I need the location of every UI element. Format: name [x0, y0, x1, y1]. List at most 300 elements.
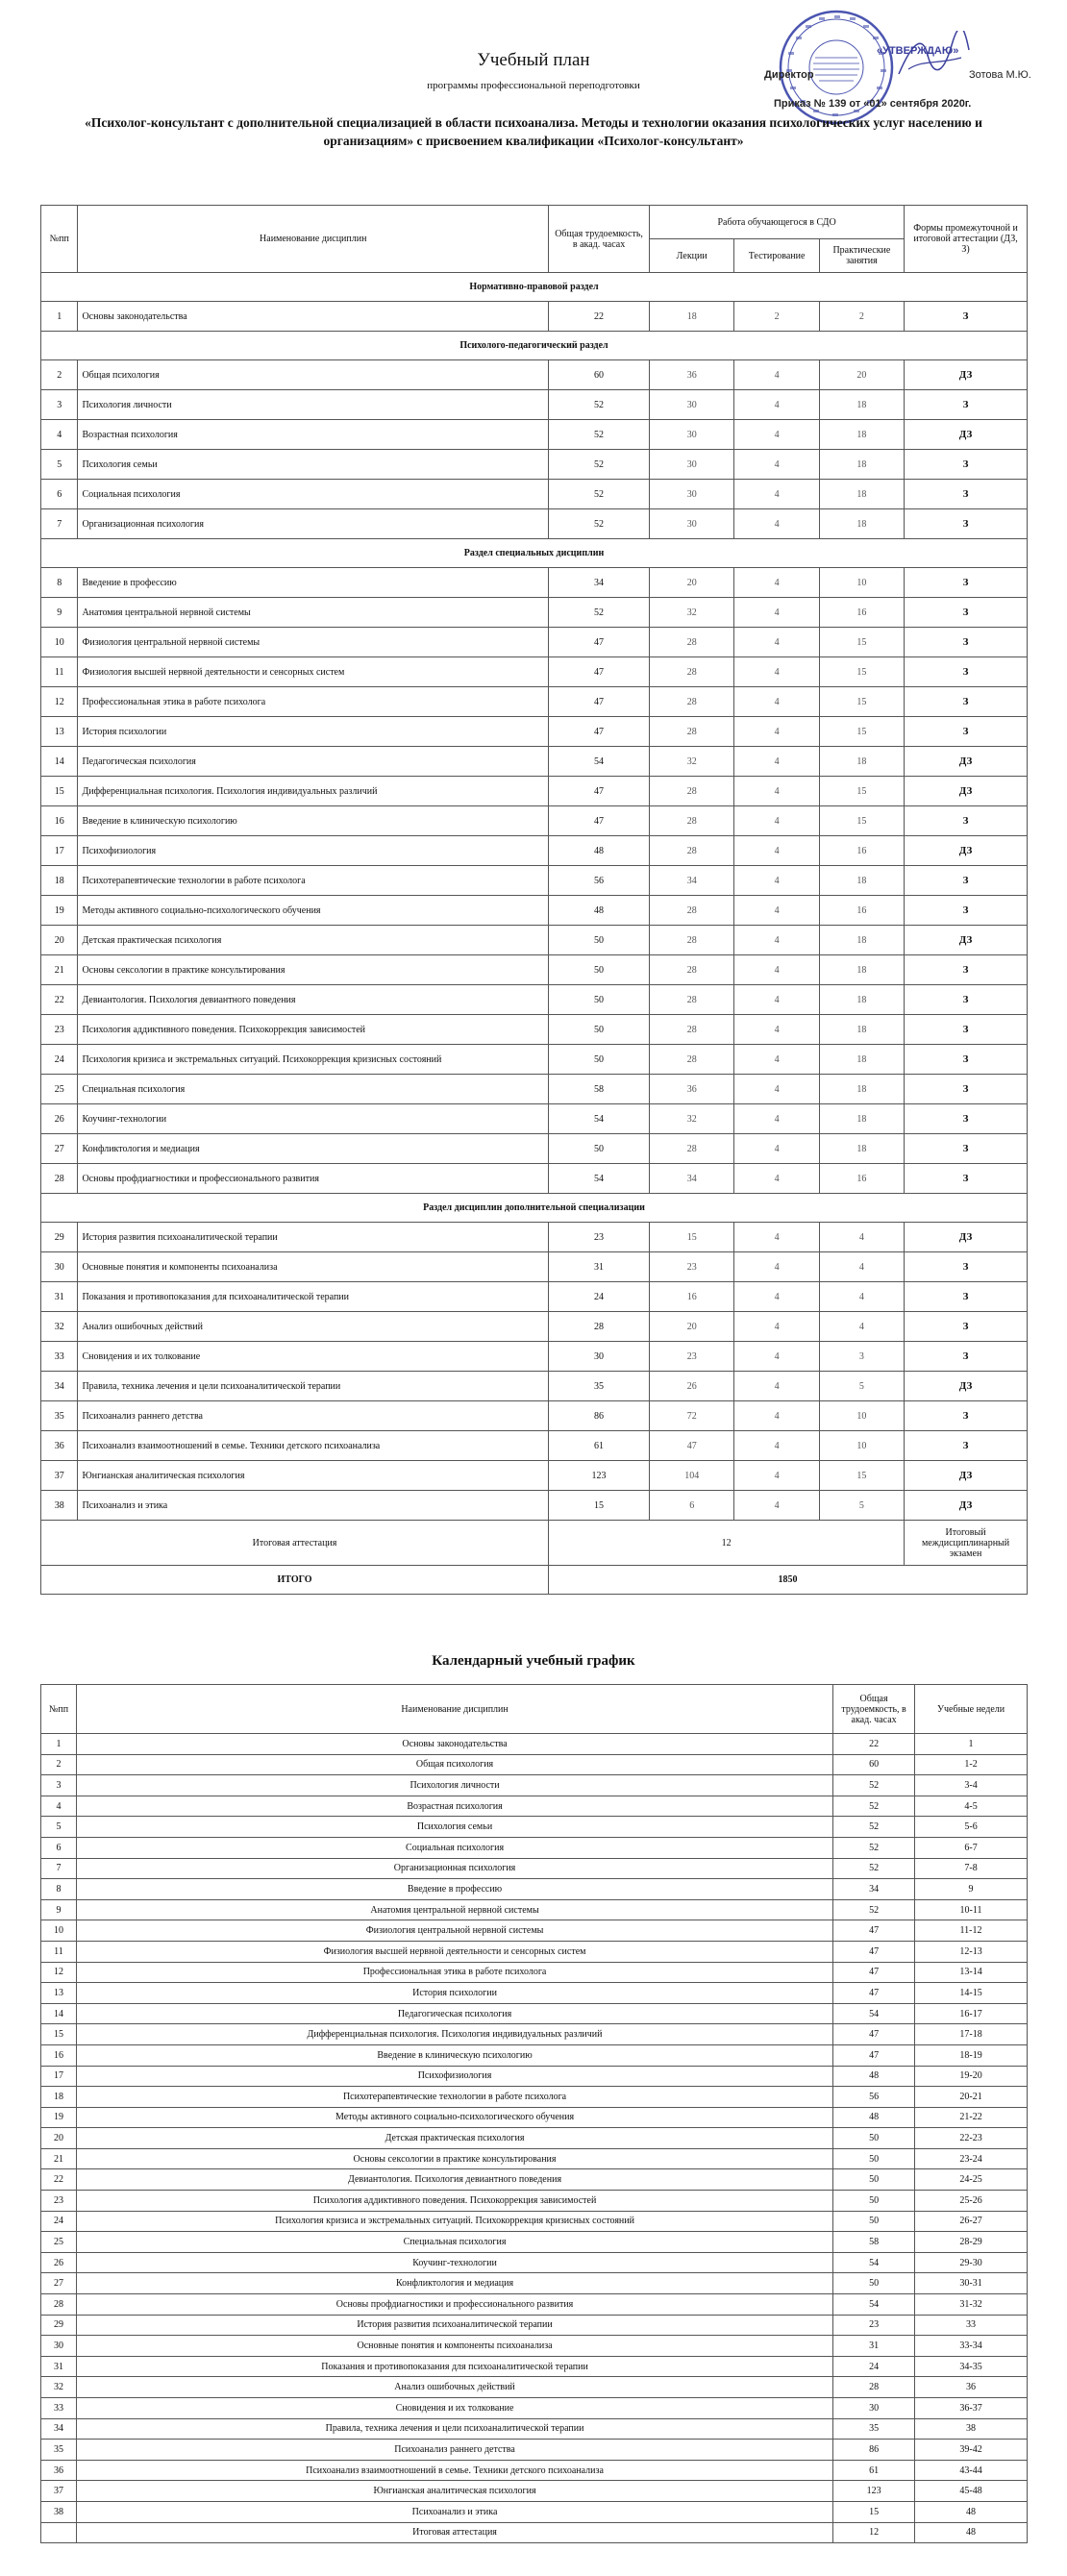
cal-weeks: 36-37: [915, 2398, 1028, 2419]
row-num: 6: [41, 480, 78, 509]
calendar-row: [41, 2481, 1028, 2502]
cal-total: 22: [833, 1734, 915, 1755]
row-practice: 18: [819, 480, 904, 509]
cal-name: Основы сексологии в практике консультирования: [76, 2148, 832, 2169]
cal-num: 8: [41, 1879, 77, 1900]
row-testing: 4: [734, 568, 819, 598]
row-testing: 4: [734, 806, 819, 836]
table-row: [41, 1252, 1028, 1282]
cal-total: 54: [833, 2252, 915, 2273]
cal-weeks: 28-29: [915, 2232, 1028, 2253]
row-form: ДЗ: [905, 360, 1028, 390]
row-name: Психофизиология: [78, 836, 549, 866]
row-testing: 4: [734, 866, 819, 896]
row-lectures: 15: [650, 1223, 734, 1252]
row-lectures: 28: [650, 985, 734, 1015]
row-testing: 4: [734, 1045, 819, 1075]
row-name: Основы законодательства: [78, 302, 549, 332]
row-form: З: [905, 985, 1028, 1015]
cal-total: 12: [833, 2522, 915, 2543]
row-form: З: [905, 806, 1028, 836]
cal-name: Психоанализ раннего детства: [76, 2440, 832, 2461]
cal-weeks: 29-30: [915, 2252, 1028, 2273]
row-total: 52: [549, 420, 650, 450]
final-form: Итоговый междисциплинарный экзамен: [905, 1521, 1028, 1566]
cal-name: Педагогическая психология: [76, 2003, 832, 2024]
row-testing: 4: [734, 450, 819, 480]
row-total: 54: [549, 1104, 650, 1134]
row-practice: 18: [819, 509, 904, 539]
cal-total: 24: [833, 2356, 915, 2377]
row-total: 35: [549, 1372, 650, 1401]
total-label: ИТОГО: [41, 1566, 549, 1595]
row-num: 16: [41, 806, 78, 836]
calendar-body: [41, 1734, 1028, 2543]
table-row: [41, 1372, 1028, 1401]
row-practice: 18: [819, 420, 904, 450]
row-testing: 4: [734, 390, 819, 420]
table-row: [41, 1045, 1028, 1075]
calendar-row: [41, 1734, 1028, 1755]
cal-num: 7: [41, 1858, 77, 1879]
row-form: З: [905, 1164, 1028, 1194]
cal-name: Коучинг-технологии: [76, 2252, 832, 2273]
row-name: Физиология высшей нервной деятельности и сенсорных систем: [78, 657, 549, 687]
row-lectures: 28: [650, 777, 734, 806]
row-total: 52: [549, 390, 650, 420]
cal-weeks: 9: [915, 1879, 1028, 1900]
cal-name: Основы профдиагностики и профессионального развития: [76, 2294, 832, 2316]
row-num: 9: [41, 598, 78, 628]
row-practice: 18: [819, 1104, 904, 1134]
cal-num: 26: [41, 2252, 77, 2273]
cal-weeks: 12-13: [915, 1941, 1028, 1962]
cal-num: 37: [41, 2481, 77, 2502]
row-num: 10: [41, 628, 78, 657]
table-row: [41, 806, 1028, 836]
row-name: Коучинг-технологии: [78, 1104, 549, 1134]
row-form: З: [905, 1282, 1028, 1312]
cal-total: 35: [833, 2418, 915, 2440]
cal-weeks: 16-17: [915, 2003, 1028, 2024]
table-row: [41, 717, 1028, 747]
row-num: 37: [41, 1461, 78, 1491]
cal-num: 35: [41, 2440, 77, 2461]
cal-total: 52: [833, 1775, 915, 1796]
cal-total: 50: [833, 2211, 915, 2232]
row-num: 35: [41, 1401, 78, 1431]
row-practice: 15: [819, 657, 904, 687]
cal-total: 47: [833, 1962, 915, 1983]
row-total: 23: [549, 1223, 650, 1252]
row-num: 17: [41, 836, 78, 866]
row-lectures: 16: [650, 1282, 734, 1312]
row-lectures: 28: [650, 1015, 734, 1045]
cal-name: Психофизиология: [76, 2066, 832, 2087]
cal-weeks: 19-20: [915, 2066, 1028, 2087]
row-lectures: 28: [650, 806, 734, 836]
row-practice: 16: [819, 598, 904, 628]
row-form: З: [905, 390, 1028, 420]
table-row: [41, 1075, 1028, 1104]
cal-total: 28: [833, 2377, 915, 2398]
row-form: З: [905, 1401, 1028, 1431]
cal-total: 34: [833, 1879, 915, 1900]
cal-name: Итоговая аттестация: [76, 2522, 832, 2543]
row-lectures: 72: [650, 1401, 734, 1431]
row-lectures: 26: [650, 1372, 734, 1401]
row-num: 2: [41, 360, 78, 390]
cal-total: 50: [833, 2273, 915, 2294]
section-row: [41, 332, 1028, 360]
cal-total: 48: [833, 2107, 915, 2128]
row-lectures: 28: [650, 896, 734, 926]
table-row: [41, 1223, 1028, 1252]
cal-name: Психотерапевтические технологии в работе психолога: [76, 2087, 832, 2108]
page-subtitle: программы профессиональной переподготовки: [427, 80, 640, 91]
row-lectures: 28: [650, 926, 734, 955]
row-practice: 16: [819, 836, 904, 866]
cal-name: История развития психоаналитической терапии: [76, 2315, 832, 2336]
cal-total: 54: [833, 2003, 915, 2024]
cal-total: 52: [833, 1858, 915, 1879]
cal-num: 29: [41, 2315, 77, 2336]
cal-num: 31: [41, 2356, 77, 2377]
row-num: 15: [41, 777, 78, 806]
row-total: 47: [549, 777, 650, 806]
cal-num: 28: [41, 2294, 77, 2316]
row-testing: 4: [734, 420, 819, 450]
cal-weeks: 31-32: [915, 2294, 1028, 2316]
table-row: [41, 420, 1028, 450]
cal-total: 50: [833, 2128, 915, 2149]
table-row: [41, 1461, 1028, 1491]
cal-weeks: 5-6: [915, 1817, 1028, 1838]
cal-num: 24: [41, 2211, 77, 2232]
row-name: Сновидения и их толкование: [78, 1342, 549, 1372]
cal-name: Анатомия центральной нервной системы: [76, 1899, 832, 1920]
final-hours: 12: [549, 1521, 905, 1566]
header-testing: Тестирование: [734, 239, 819, 273]
row-form: З: [905, 657, 1028, 687]
cal-name: История психологии: [76, 1983, 832, 2004]
table-row: [41, 450, 1028, 480]
cal-num: [41, 2522, 77, 2543]
row-lectures: 23: [650, 1342, 734, 1372]
row-num: 7: [41, 509, 78, 539]
cal-weeks: 24-25: [915, 2169, 1028, 2191]
cal-name: Психоанализ взаимоотношений в семье. Техники детского психоанализа: [76, 2460, 832, 2481]
cal-name: Конфликтология и медиация: [76, 2273, 832, 2294]
cal-total: 47: [833, 1941, 915, 1962]
row-num: 33: [41, 1342, 78, 1372]
row-testing: 4: [734, 480, 819, 509]
table-row: [41, 955, 1028, 985]
row-lectures: 104: [650, 1461, 734, 1491]
row-lectures: 34: [650, 866, 734, 896]
row-form: ДЗ: [905, 1223, 1028, 1252]
row-form: З: [905, 1015, 1028, 1045]
row-lectures: 30: [650, 480, 734, 509]
program-name: «Психолог-консультант с дополнительной специализацией в области психоанализа. Методы и технологии оказания психологических услуг населению и организациям» с присвоением квалификации «Психолог-консультант»: [85, 115, 982, 148]
row-name: Психоанализ взаимоотношений в семье. Техники детского психоанализа: [78, 1431, 549, 1461]
row-form: З: [905, 1104, 1028, 1134]
row-num: 38: [41, 1491, 78, 1521]
row-total: 48: [549, 896, 650, 926]
calendar-row: [41, 2087, 1028, 2108]
table-row: [41, 985, 1028, 1015]
row-num: 13: [41, 717, 78, 747]
table-row: [41, 1312, 1028, 1342]
calendar-row: [41, 2044, 1028, 2066]
row-form: З: [905, 717, 1028, 747]
calendar-row: [41, 2336, 1028, 2357]
row-practice: 18: [819, 1134, 904, 1164]
calendar-row: [41, 2377, 1028, 2398]
row-testing: 4: [734, 509, 819, 539]
cal-name: Детская практическая психология: [76, 2128, 832, 2149]
table-row: [41, 1342, 1028, 1372]
row-form: З: [905, 1075, 1028, 1104]
cal-weeks: 48: [915, 2501, 1028, 2522]
row-num: 32: [41, 1312, 78, 1342]
row-num: 34: [41, 1372, 78, 1401]
cal-total: 47: [833, 2024, 915, 2045]
row-practice: 16: [819, 896, 904, 926]
section-title: Психолого-педагогический раздел: [41, 332, 1028, 360]
row-testing: 4: [734, 1015, 819, 1045]
cal-weeks: 21-22: [915, 2107, 1028, 2128]
cal-name: Психоанализ и этика: [76, 2501, 832, 2522]
calendar-row: [41, 2315, 1028, 2336]
cal-total: 52: [833, 1837, 915, 1858]
row-testing: 4: [734, 1461, 819, 1491]
table-row: [41, 568, 1028, 598]
row-name: Психотерапевтические технологии в работе психолога: [78, 866, 549, 896]
calendar-row: [41, 2418, 1028, 2440]
row-practice: 18: [819, 1075, 904, 1104]
approval-director-name: Зотова М.Ю.: [969, 69, 1031, 81]
cal-num: 4: [41, 1796, 77, 1817]
cal-weeks: 33-34: [915, 2336, 1028, 2357]
row-practice: 15: [819, 1461, 904, 1491]
table-row: [41, 1104, 1028, 1134]
header-lectures: Лекции: [650, 239, 734, 273]
cal-weeks: 25-26: [915, 2191, 1028, 2212]
final-attestation-row: [41, 1521, 1028, 1566]
row-lectures: 28: [650, 657, 734, 687]
cal-weeks: 10-11: [915, 1899, 1028, 1920]
row-testing: 4: [734, 687, 819, 717]
cal-weeks: 43-44: [915, 2460, 1028, 2481]
row-num: 4: [41, 420, 78, 450]
row-form: З: [905, 450, 1028, 480]
row-form: З: [905, 1252, 1028, 1282]
calendar-row: [41, 2191, 1028, 2212]
row-testing: 4: [734, 1134, 819, 1164]
row-form: З: [905, 568, 1028, 598]
header-name: Наименование дисциплин: [78, 206, 549, 273]
cal-total: 52: [833, 1796, 915, 1817]
row-practice: 4: [819, 1252, 904, 1282]
row-num: 21: [41, 955, 78, 985]
row-num: 23: [41, 1015, 78, 1045]
row-practice: 18: [819, 450, 904, 480]
row-num: 11: [41, 657, 78, 687]
cal-name: Физиология центральной нервной системы: [76, 1920, 832, 1942]
row-lectures: 30: [650, 420, 734, 450]
row-form: З: [905, 955, 1028, 985]
row-lectures: 23: [650, 1252, 734, 1282]
row-practice: 5: [819, 1491, 904, 1521]
calendar-row: [41, 1962, 1028, 1983]
row-testing: 4: [734, 598, 819, 628]
row-num: 12: [41, 687, 78, 717]
row-num: 22: [41, 985, 78, 1015]
row-name: Правила, техника лечения и цели психоаналитической терапии: [78, 1372, 549, 1401]
row-num: 29: [41, 1223, 78, 1252]
cal-num: 13: [41, 1983, 77, 2004]
cal-weeks: 20-21: [915, 2087, 1028, 2108]
cal-name: Возрастная психология: [76, 1796, 832, 1817]
header-num: №пп: [41, 206, 78, 273]
row-total: 48: [549, 836, 650, 866]
cal-num: 21: [41, 2148, 77, 2169]
table-row: [41, 747, 1028, 777]
section-row: [41, 1194, 1028, 1223]
row-lectures: 36: [650, 360, 734, 390]
row-total: 47: [549, 717, 650, 747]
table-row: [41, 390, 1028, 420]
cal-num: 32: [41, 2377, 77, 2398]
row-lectures: 30: [650, 450, 734, 480]
cal-total: 123: [833, 2481, 915, 2502]
row-practice: 20: [819, 360, 904, 390]
row-lectures: 32: [650, 747, 734, 777]
row-practice: 10: [819, 1431, 904, 1461]
row-testing: 4: [734, 926, 819, 955]
section-row: [41, 539, 1028, 568]
row-practice: 15: [819, 687, 904, 717]
cal-num: 34: [41, 2418, 77, 2440]
cal-name: Психология аддиктивного поведения. Психокоррекция зависимостей: [76, 2191, 832, 2212]
cal-total: 30: [833, 2398, 915, 2419]
cal-name: Анализ ошибочных действий: [76, 2377, 832, 2398]
row-practice: 18: [819, 1045, 904, 1075]
calendar-row: [41, 2128, 1028, 2149]
row-name: Профессиональная этика в работе психолога: [78, 687, 549, 717]
row-total: 54: [549, 1164, 650, 1194]
section-title: Раздел специальных дисциплин: [41, 539, 1028, 568]
row-practice: 15: [819, 806, 904, 836]
cal-name: Правила, техника лечения и цели психоаналитической терапии: [76, 2418, 832, 2440]
approval-director-label: Директор: [764, 69, 814, 81]
row-total: 50: [549, 1015, 650, 1045]
section-title: Нормативно-правовой раздел: [41, 273, 1028, 302]
calendar-row: [41, 2273, 1028, 2294]
row-name: Показания и противопоказания для психоаналитической терапии: [78, 1282, 549, 1312]
cal-total: 15: [833, 2501, 915, 2522]
row-num: 26: [41, 1104, 78, 1134]
row-total: 47: [549, 806, 650, 836]
row-form: З: [905, 480, 1028, 509]
page-title: Учебный план: [477, 50, 590, 70]
calendar-row: [41, 2066, 1028, 2087]
row-lectures: 28: [650, 1045, 734, 1075]
table-row: [41, 866, 1028, 896]
row-total: 50: [549, 985, 650, 1015]
row-form: ДЗ: [905, 1461, 1028, 1491]
row-total: 28: [549, 1312, 650, 1342]
cal-weeks: 30-31: [915, 2273, 1028, 2294]
cal-total: 56: [833, 2087, 915, 2108]
calendar-table: [40, 1684, 1028, 2543]
calendar-row: [41, 2003, 1028, 2024]
cal-weeks: 34-35: [915, 2356, 1028, 2377]
row-form: З: [905, 687, 1028, 717]
calendar-row: [41, 1817, 1028, 1838]
cal-total: 52: [833, 1817, 915, 1838]
cal-name: Психология личности: [76, 1775, 832, 1796]
cal-num: 6: [41, 1837, 77, 1858]
table-row: [41, 1282, 1028, 1312]
cal-num: 19: [41, 2107, 77, 2128]
cal-num: 27: [41, 2273, 77, 2294]
section-row: [41, 273, 1028, 302]
calendar-row: [41, 2398, 1028, 2419]
row-form: З: [905, 1134, 1028, 1164]
curriculum-table: [40, 205, 1028, 1595]
row-form: ДЗ: [905, 1372, 1028, 1401]
calendar-row: [41, 2107, 1028, 2128]
total-row: [41, 1566, 1028, 1595]
row-form: З: [905, 1342, 1028, 1372]
row-testing: 4: [734, 360, 819, 390]
row-testing: 4: [734, 657, 819, 687]
table-row: [41, 360, 1028, 390]
header-forms: Формы промежуточной и итоговой аттестации (ДЗ, З): [905, 206, 1028, 273]
cal-total: 23: [833, 2315, 915, 2336]
row-form: З: [905, 896, 1028, 926]
row-testing: 4: [734, 1252, 819, 1282]
cal-num: 20: [41, 2128, 77, 2149]
row-total: 52: [549, 509, 650, 539]
table-row: [41, 628, 1028, 657]
row-total: 47: [549, 687, 650, 717]
calendar-row: [41, 1920, 1028, 1942]
row-total: 50: [549, 926, 650, 955]
cal-weeks: 17-18: [915, 2024, 1028, 2045]
row-total: 123: [549, 1461, 650, 1491]
row-num: 1: [41, 302, 78, 332]
cal-num: 2: [41, 1754, 77, 1775]
row-form: ДЗ: [905, 926, 1028, 955]
row-practice: 15: [819, 717, 904, 747]
cal-total: 48: [833, 2066, 915, 2087]
cal-header-total: Общая трудоемкость, в акад. часах: [833, 1685, 915, 1734]
row-num: 24: [41, 1045, 78, 1075]
cal-weeks: 6-7: [915, 1837, 1028, 1858]
row-num: 19: [41, 896, 78, 926]
row-total: 34: [549, 568, 650, 598]
row-name: Основные понятия и компоненты психоанализа: [78, 1252, 549, 1282]
row-testing: 2: [734, 302, 819, 332]
cal-header-num: №пп: [41, 1685, 77, 1734]
table-row: [41, 1134, 1028, 1164]
cal-total: 47: [833, 1920, 915, 1942]
row-total: 47: [549, 628, 650, 657]
row-practice: 15: [819, 777, 904, 806]
